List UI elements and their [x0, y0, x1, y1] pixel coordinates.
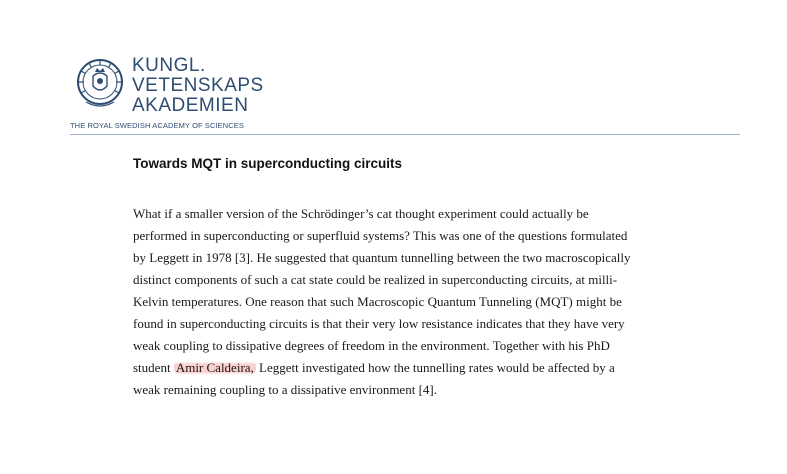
line-text-before: student [133, 360, 174, 375]
paragraph-line: weak remaining coupling to a dissipative environment [4]. [133, 382, 437, 397]
paragraph-line: found in superconducting circuits is that their very low resistance indicates that they have very [133, 316, 625, 331]
academy-seal-icon [76, 56, 124, 112]
paragraph-line: distinct components of such a cat state could be realized in superconducting circuits, at milli- [133, 272, 618, 287]
paragraph-line: performed in superconducting or superfluid systems? This was one of the questions formulated [133, 228, 628, 243]
paragraph-line [133, 357, 693, 379]
brand-name-line1: KUNGL. [132, 55, 206, 76]
brand-subtitle: THE ROYAL SWEDISH ACADEMY OF SCIENCES [70, 121, 245, 130]
academy-logo [70, 50, 390, 132]
paragraph-line: Kelvin temperatures. One reason that such Macroscopic Quantum Tunneling (MQT) might be [133, 294, 622, 309]
section-heading: Towards MQT in superconducting circuits [133, 156, 403, 171]
header-divider [70, 134, 740, 135]
brand-name-line2: VETENSKAPS [132, 75, 264, 96]
paragraph-line: by Leggett in 1978 [3]. He suggested that quantum tunnelling between the two macroscopically [133, 250, 631, 265]
line-text-after: Leggett investigated how the tunnelling rates would be affected by a [255, 360, 615, 375]
highlighted-name: Amir Caldeira, [175, 360, 254, 375]
paragraph-line: What if a smaller version of the Schrödinger’s cat thought experiment could actually be [133, 206, 589, 221]
body-paragraph [133, 203, 693, 401]
brand-name-line3: AKADEMIEN [132, 95, 249, 116]
paragraph-line: weak coupling to dissipative degrees of freedom in the environment. Together with his PhD [133, 338, 610, 353]
